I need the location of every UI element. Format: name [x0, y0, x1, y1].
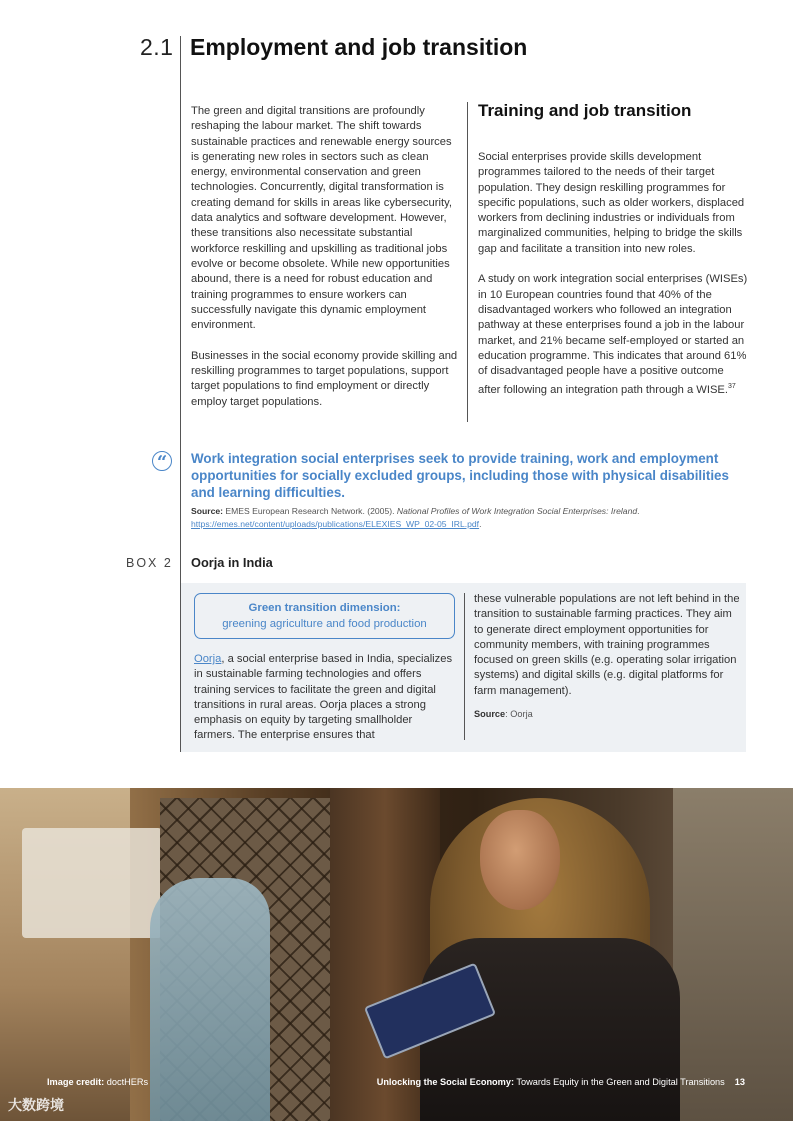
- image-credit-value: doctHERs: [106, 1077, 149, 1087]
- left-paragraph-1: The green and digital transitions are profoundly reshaping the labour market. The shift towards sustainable practices and renewable energy sources is generating new roles in sectors such as clean energy, environmental conservation and green technologies. Concurrently, digital transformation is creating demand for skills in areas like cybersecurity, data analytics and software development. However, these transitions also necessitate substantial workforce reskilling and upskilling as traditional jobs evolve or become obsolete. While new opportunities abound, there is a need for robust education and training programmes to ensure workers can successfully navigate this dynamic employment environment.: [191, 105, 452, 332]
- box-right-text: these vulnerable populations are not left behind in the transition to sustainable farming practices. They aim to generate direct employment opportunities for community members, with training programmes focused on green skills (e.g. operating solar irrigation systems) and digital skills (e.g. digital platforms for farm management).: [474, 593, 740, 697]
- box-title: Oorja in India: [191, 555, 273, 570]
- pull-quote-source: Source: EMES European Research Network. (2005). National Profiles of Work Integration Social Enterprises: Ireland. https://emes.net/content/uploads/publications/ELEXIES_WP_02-05_IRL.pdf.: [191, 506, 640, 529]
- quote-icon: “: [152, 451, 172, 471]
- box-source-label: Source: [474, 709, 506, 719]
- photo-right-wall: [673, 788, 793, 1121]
- report-subtitle: Towards Equity in the Green and Digital Transitions: [516, 1077, 725, 1087]
- dimension-label: Green transition dimension:: [248, 602, 401, 614]
- pull-quote: Work integration social enterprises seek to provide training, work and employment opportunities for socially excluded groups, including those with physical disabilities and learning difficulties.: [191, 451, 729, 500]
- source-title: National Profiles of Work Integration Social Enterprises: Ireland: [396, 506, 638, 516]
- source-text: EMES European Research Network. (2005).: [225, 506, 395, 516]
- report-title: Unlocking the Social Economy:: [376, 1077, 515, 1087]
- box-column-divider: [464, 593, 465, 740]
- dimension-value: greening agriculture and food production: [222, 617, 427, 630]
- box-source-value: : Oorja: [505, 709, 533, 719]
- footnote-ref[interactable]: 37: [728, 383, 736, 391]
- photo-woman-body: [420, 938, 680, 1121]
- box-left-text: [194, 652, 456, 744]
- page-footer: [377, 1077, 745, 1087]
- dimension-callout: [194, 593, 455, 639]
- cover-photo: [0, 788, 793, 1121]
- left-column: [191, 104, 459, 425]
- right-paragraph-2: [478, 272, 748, 398]
- page-number: 13: [734, 1077, 745, 1087]
- box-label: BOX 2: [126, 556, 173, 570]
- subsection-title: Training and job transition: [478, 101, 692, 120]
- right-column-divider: [467, 102, 468, 422]
- section-title: Employment and job transition: [190, 34, 528, 60]
- photo-woman-face: [480, 810, 560, 910]
- source-link[interactable]: https://emes.net/content/uploads/publications/ELEXIES_WP_02-05_IRL.pdf: [191, 519, 480, 529]
- box-left-body: , a social enterprise based in India, specializes in sustainable farming technologies and offers training services to facilitate the green and digital transitions in rural areas. Oorja places a strong emphasis on equity by targeting smallholder farmers. The enterprise ensures that: [194, 653, 453, 742]
- image-credit-label: Image credit:: [47, 1077, 105, 1087]
- section-number: 2.1: [140, 34, 174, 60]
- photo-sink: [22, 828, 162, 938]
- photo-figure-left: [150, 878, 270, 1121]
- image-credit: [47, 1077, 148, 1087]
- right-paragraph-1: Social enterprises provide skills development programmes tailored to the needs of their target population. They design reskilling programmes for specific populations, such as older workers, displaced workers from declining industries or individuals from marginalized communities, helping to bridge the skills gap and facilitate a transition into new roles.: [478, 151, 745, 255]
- right-paragraph-2-text: A study on work integration social enterprises (WISEs) in 10 European countries found that 40% of the disadvantaged workers who followed an integration pathway at these enterprises found a job in the labour market, and 21% became self-employed or started an education programme. This indicates that around 61% of disadvantaged people have a positive outcome after following an integration path through a WISE.: [478, 273, 748, 397]
- source-label: Source:: [191, 506, 223, 516]
- oorja-link[interactable]: Oorja: [194, 653, 222, 665]
- box-source: [474, 709, 533, 719]
- watermark-logo: 大数跨境: [8, 1097, 64, 1113]
- left-paragraph-2: Businesses in the social economy provide skilling and reskilling programmes to target populations, support target populations to find employment or directly employ target populations.: [191, 349, 458, 408]
- right-column: [478, 150, 748, 414]
